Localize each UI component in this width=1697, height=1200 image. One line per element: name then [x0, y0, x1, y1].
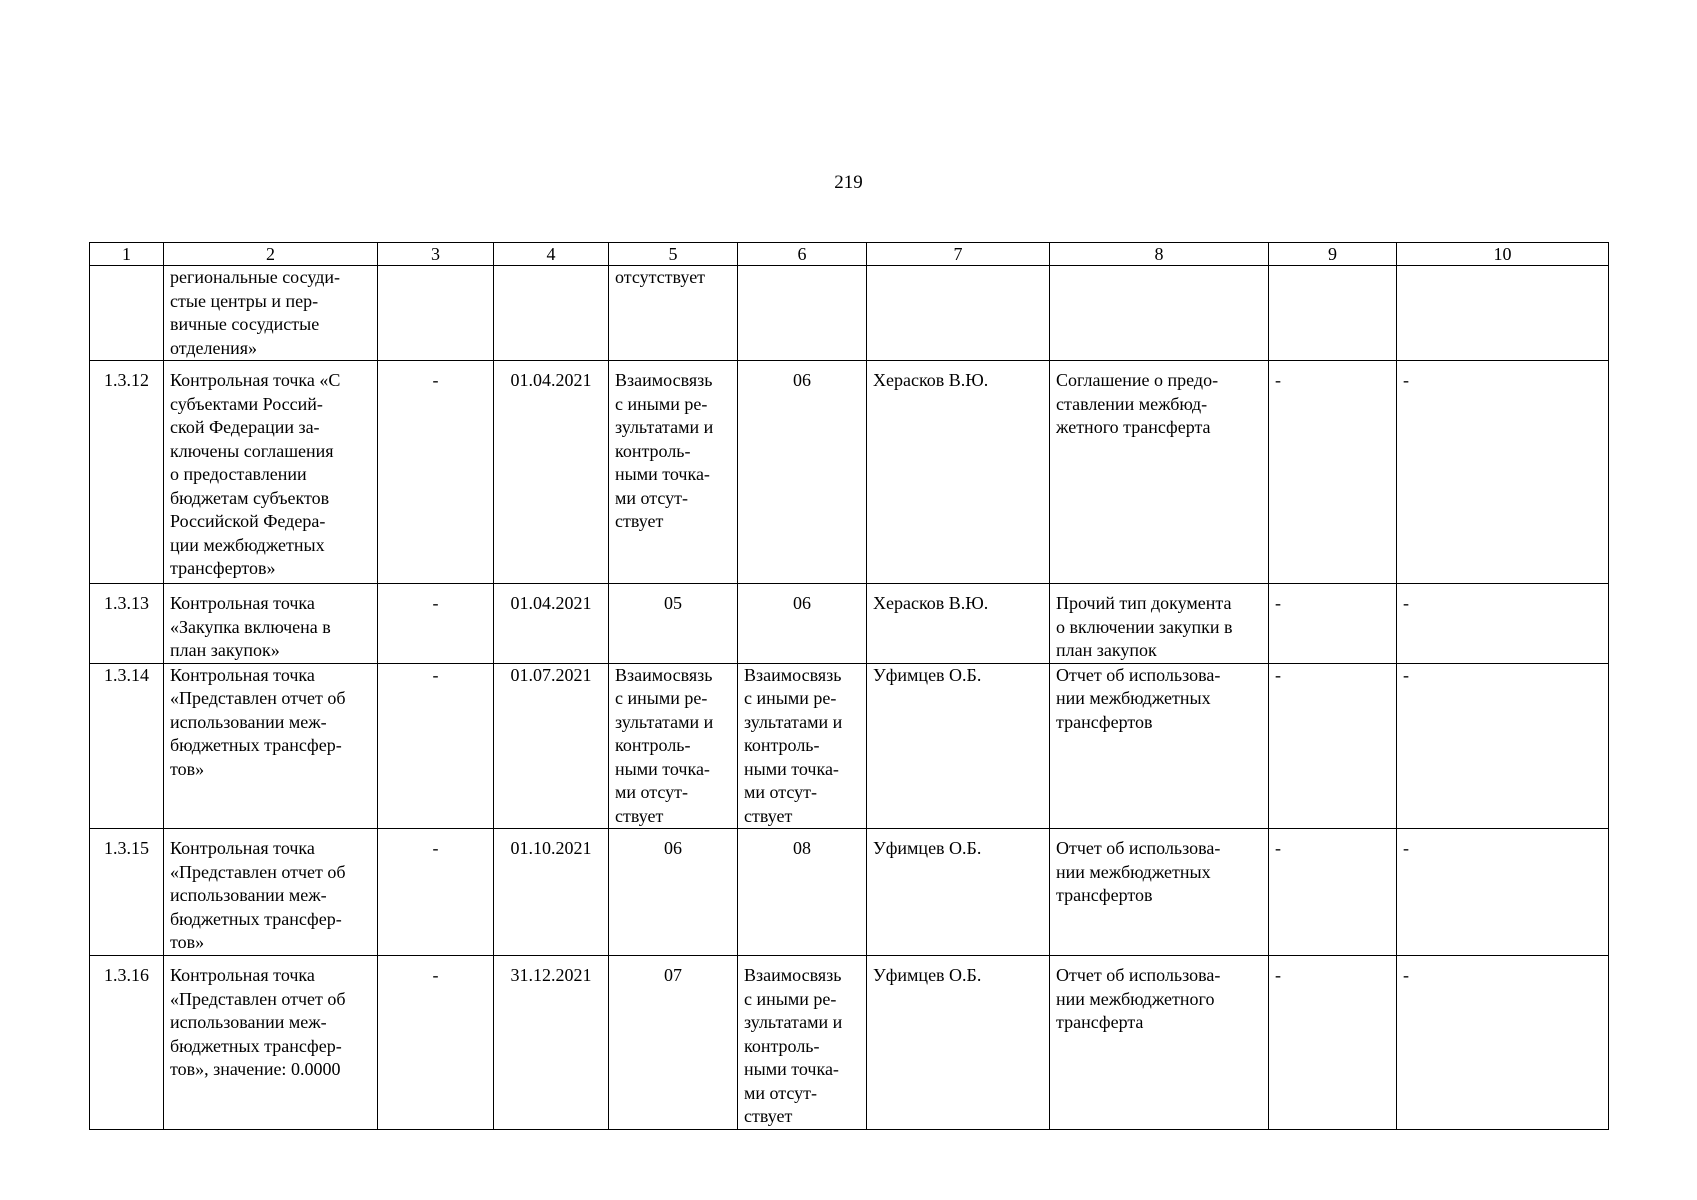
relation-cell-5: 05	[609, 584, 738, 664]
column-header: 9	[1269, 243, 1397, 266]
table-row	[90, 584, 1609, 664]
cell-3: -	[378, 663, 494, 829]
column-header: 6	[738, 243, 867, 266]
date-cell: 01.04.2021	[494, 584, 609, 664]
row-number-cell: 1.3.12	[90, 361, 164, 584]
cell-10: -	[1397, 956, 1609, 1130]
responsible-cell: Уфимцев О.Б.	[867, 663, 1050, 829]
cell-3: -	[378, 361, 494, 584]
table-row	[90, 361, 1609, 584]
cell-10: -	[1397, 584, 1609, 664]
column-header: 4	[494, 243, 609, 266]
relation-cell-6: 06	[738, 361, 867, 584]
document-cell: Прочий тип документа о включении закупки в план закупок	[1050, 584, 1269, 664]
document-cell: Отчет об использова- нии межбюджетного трансферта	[1050, 956, 1269, 1130]
column-header: 1	[90, 243, 164, 266]
responsible-cell: Уфимцев О.Б.	[867, 956, 1050, 1130]
cell-10: -	[1397, 829, 1609, 956]
date-cell: 01.04.2021	[494, 361, 609, 584]
name-cell: региональные сосуди- стые центры и пер- вичные сосудистые отделения»	[164, 266, 378, 361]
cell-9	[1269, 266, 1397, 361]
cell-9: -	[1269, 956, 1397, 1130]
column-header: 5	[609, 243, 738, 266]
relation-cell-5: Взаимосвязь с иными ре- зультатами и контроль- ными точка- ми отсут- ствует	[609, 663, 738, 829]
document-cell: Соглашение о предо- ставлении межбюд- жетного трансферта	[1050, 361, 1269, 584]
table-row	[90, 829, 1609, 956]
document-cell: Отчет об использова- нии межбюджетных трансфертов	[1050, 829, 1269, 956]
row-number-cell: 1.3.13	[90, 584, 164, 664]
name-cell: Контрольная точка «Закупка включена в план закупок»	[164, 584, 378, 664]
relation-cell-5: отсутствует	[609, 266, 738, 361]
column-header: 2	[164, 243, 378, 266]
row-number-cell: 1.3.15	[90, 829, 164, 956]
relation-cell-6	[738, 266, 867, 361]
table-header-row	[90, 243, 1609, 266]
relation-cell-5: 07	[609, 956, 738, 1130]
column-header: 7	[867, 243, 1050, 266]
responsible-cell: Херасков В.Ю.	[867, 584, 1050, 664]
cell-3	[378, 266, 494, 361]
data-table	[89, 242, 1609, 1130]
responsible-cell: Уфимцев О.Б.	[867, 829, 1050, 956]
page-number: 219	[834, 172, 863, 193]
name-cell: Контрольная точка «Представлен отчет об использовании меж- бюджетных трансфер- тов»	[164, 829, 378, 956]
cell-9: -	[1269, 584, 1397, 664]
name-cell: Контрольная точка «Представлен отчет об использовании меж- бюджетных трансфер- тов», значение: 0.0000	[164, 956, 378, 1130]
table-row	[90, 956, 1609, 1130]
column-header: 3	[378, 243, 494, 266]
date-cell: 31.12.2021	[494, 956, 609, 1130]
column-header: 8	[1050, 243, 1269, 266]
table-row	[90, 266, 1609, 361]
relation-cell-6: Взаимосвязь с иными ре- зультатами и контроль- ными точка- ми отсут- ствует	[738, 956, 867, 1130]
name-cell: Контрольная точка «С субъектами Россий- ской Федерации за- ключены соглашения о предоставлении бюджетам субъектов Российской Федера- ции межбюджетных трансфертов»	[164, 361, 378, 584]
cell-3: -	[378, 956, 494, 1130]
cell-10	[1397, 266, 1609, 361]
relation-cell-6: 08	[738, 829, 867, 956]
cell-9: -	[1269, 361, 1397, 584]
relation-cell-6: 06	[738, 584, 867, 664]
cell-9: -	[1269, 829, 1397, 956]
date-cell	[494, 266, 609, 361]
relation-cell-6: Взаимосвязь с иными ре- зультатами и контроль- ными точка- ми отсут- ствует	[738, 663, 867, 829]
cell-3: -	[378, 829, 494, 956]
relation-cell-5: Взаимосвязь с иными ре- зультатами и контроль- ными точка- ми отсут- ствует	[609, 361, 738, 584]
column-header: 10	[1397, 243, 1609, 266]
date-cell: 01.07.2021	[494, 663, 609, 829]
document-cell	[1050, 266, 1269, 361]
row-number-cell	[90, 266, 164, 361]
cell-3: -	[378, 584, 494, 664]
cell-10: -	[1397, 361, 1609, 584]
table-row	[90, 663, 1609, 829]
relation-cell-5: 06	[609, 829, 738, 956]
cell-10: -	[1397, 663, 1609, 829]
cell-9: -	[1269, 663, 1397, 829]
date-cell: 01.10.2021	[494, 829, 609, 956]
responsible-cell: Херасков В.Ю.	[867, 361, 1050, 584]
document-cell: Отчет об использова- нии межбюджетных трансфертов	[1050, 663, 1269, 829]
row-number-cell: 1.3.16	[90, 956, 164, 1130]
responsible-cell	[867, 266, 1050, 361]
row-number-cell: 1.3.14	[90, 663, 164, 829]
name-cell: Контрольная точка «Представлен отчет об использовании меж- бюджетных трансфер- тов»	[164, 663, 378, 829]
